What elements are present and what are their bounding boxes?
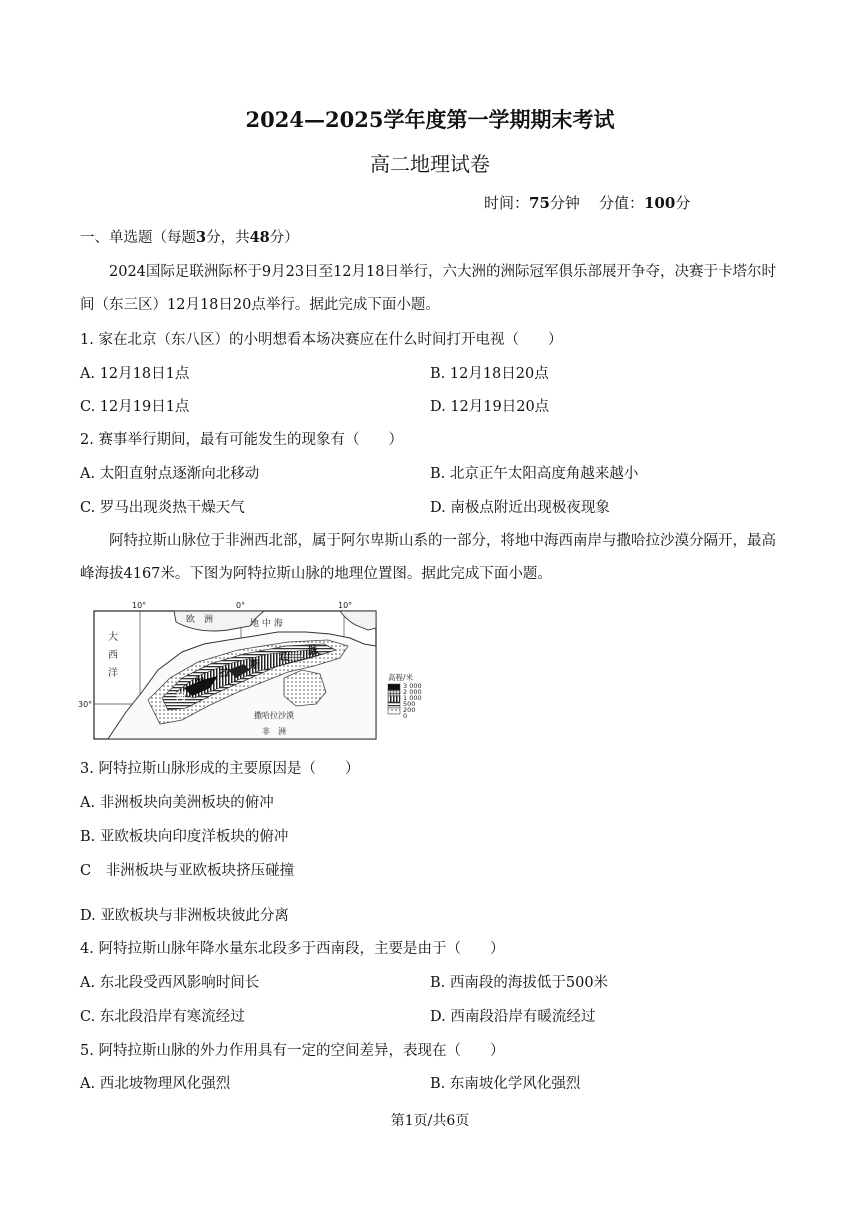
legend-swatch xyxy=(388,708,400,714)
question-2-stem: 2. 赛事举行期间，最有可能发生的现象有（ ） xyxy=(80,432,403,448)
question-1-option-d[interactable]: D. 12月19日20点 xyxy=(430,399,550,415)
atlas-label: 特 xyxy=(196,678,206,689)
atlas-mountains-map xyxy=(78,600,440,746)
question-1-option-a[interactable]: A. 12月18日1点 xyxy=(80,366,190,382)
elevation-legend xyxy=(388,672,422,720)
question-2-option-c[interactable]: C. 罗马出现炎热干燥天气 xyxy=(80,500,245,516)
question-4-option-a[interactable]: A. 东北段受西风影响时间长 xyxy=(80,975,260,991)
score-unit: 分 xyxy=(675,194,691,212)
question-2-option-d[interactable]: D. 南极点附近出现极夜现象 xyxy=(430,500,610,516)
question-1-option-c[interactable]: C. 12月19日1点 xyxy=(80,399,190,415)
legend-value: 2 000 xyxy=(403,688,422,696)
legend-swatch xyxy=(388,702,400,708)
legend-swatch xyxy=(388,696,400,702)
question-2-option-a[interactable]: A. 太阳直射点逐渐向北移动 xyxy=(80,466,260,482)
legend-value: 200 xyxy=(403,706,416,714)
lat-label: 30° xyxy=(78,700,93,709)
legend-value: 500 xyxy=(403,700,416,708)
question-1-option-b[interactable]: B. 12月18日20点 xyxy=(430,366,549,382)
time-score-info xyxy=(484,192,690,213)
question-3-stem: 3. 阿特拉斯山脉形成的主要原因是（ ） xyxy=(80,761,360,777)
question-3-option-d[interactable]: D. 亚欧板块与非洲板块彼此分离 xyxy=(80,908,289,924)
paper-subtitle: 高二地理试卷 xyxy=(370,152,490,176)
score-label: 分值： xyxy=(598,194,644,212)
atlas-label: 脉 xyxy=(308,646,318,657)
africa-label: 非 洲 xyxy=(262,727,286,736)
passage-1: 2024国际足联洲际杯于9月23日至12月18日举行，六大洲的洲际冠军俱乐部展开争夺，决赛于卡塔尔时间（东三区）12月18日20点举行。据此完成下面小题。 xyxy=(80,264,776,313)
legend-value: 3 000 xyxy=(403,682,422,690)
atlas-label: 山 xyxy=(280,652,290,663)
time-unit: 分钟 xyxy=(549,194,580,212)
question-3-option-a[interactable]: A. 非洲板块向美洲板块的俯冲 xyxy=(80,795,274,811)
europe-label: 欧 洲 xyxy=(186,615,214,625)
lon-label: 10° xyxy=(338,601,353,610)
question-4-option-d[interactable]: D. 西南段沿岸有暖流经过 xyxy=(430,1009,596,1025)
legend-swatch xyxy=(388,684,400,690)
atlas-label: 拉 xyxy=(220,668,230,679)
question-4-stem: 4. 阿特拉斯山脉年降水量东北段多于西南段，主要是由于（ ） xyxy=(80,941,505,957)
question-3-option-c[interactable]: C 非洲板块与亚欧板块挤压碰撞 xyxy=(80,863,295,879)
score-value: 100 xyxy=(644,194,676,212)
atlantic-label: 大 xyxy=(108,632,118,643)
legend-value: 0 xyxy=(403,712,408,720)
passage-2: 阿特拉斯山脉位于非洲西北部，属于阿尔卑斯山系的一部分，将地中海西南岸与撒哈拉沙漠分隔开，最高峰海拔4167米。下图为阿特拉斯山脉的地理位置图。据此完成下面小题。 xyxy=(80,533,776,582)
time-value: 75 xyxy=(529,194,550,212)
sea-label: 地 中 海 xyxy=(250,619,283,629)
section-heading-part: 一、单选题（每题 xyxy=(80,230,196,246)
sahara-label: 撒哈拉沙漠 xyxy=(254,711,294,720)
question-5-option-a[interactable]: A. 西北坡物理风化强烈 xyxy=(80,1076,231,1092)
legend-value: 1 000 xyxy=(403,694,422,702)
page-footer: 第1页/共6页 xyxy=(390,1113,470,1129)
question-4-option-c[interactable]: C. 东北段沿岸有寒流经过 xyxy=(80,1009,245,1025)
section-heading-score: 3 xyxy=(196,229,207,246)
question-1-stem: 1. 家在北京（东八区）的小明想看本场决赛应在什么时间打开电视（ ） xyxy=(80,332,563,348)
atlantic-label: 西 xyxy=(108,650,118,661)
lon-label: 0° xyxy=(236,601,246,610)
legend-swatch xyxy=(388,690,400,696)
question-2-option-b[interactable]: B. 北京正午太阳高度角越来越小 xyxy=(430,466,639,482)
question-3-option-b[interactable]: B. 亚欧板块向印度洋板块的俯冲 xyxy=(80,829,289,845)
exam-title: 2024—2025学年度第一学期期末考试 xyxy=(245,107,615,132)
section-heading-part: 分） xyxy=(269,230,299,246)
question-5-option-b[interactable]: B. 东南坡化学风化强烈 xyxy=(430,1076,581,1092)
question-4-option-b[interactable]: B. 西南段的海拔低于500米 xyxy=(430,975,609,991)
section-heading-part: 分，共 xyxy=(206,230,250,246)
time-label: 时间： xyxy=(484,194,530,212)
legend-title: 高程/米 xyxy=(388,673,414,682)
question-5-stem: 5. 阿特拉斯山脉的外力作用具有一定的空间差异，表现在（ ） xyxy=(80,1043,505,1059)
section-heading-total: 48 xyxy=(249,229,270,246)
atlas-label: 阿 xyxy=(176,692,186,703)
atlas-label: 斯 xyxy=(250,660,260,671)
atlantic-label: 洋 xyxy=(108,668,118,679)
section-heading xyxy=(80,227,299,249)
lon-label: 10° xyxy=(132,601,147,610)
